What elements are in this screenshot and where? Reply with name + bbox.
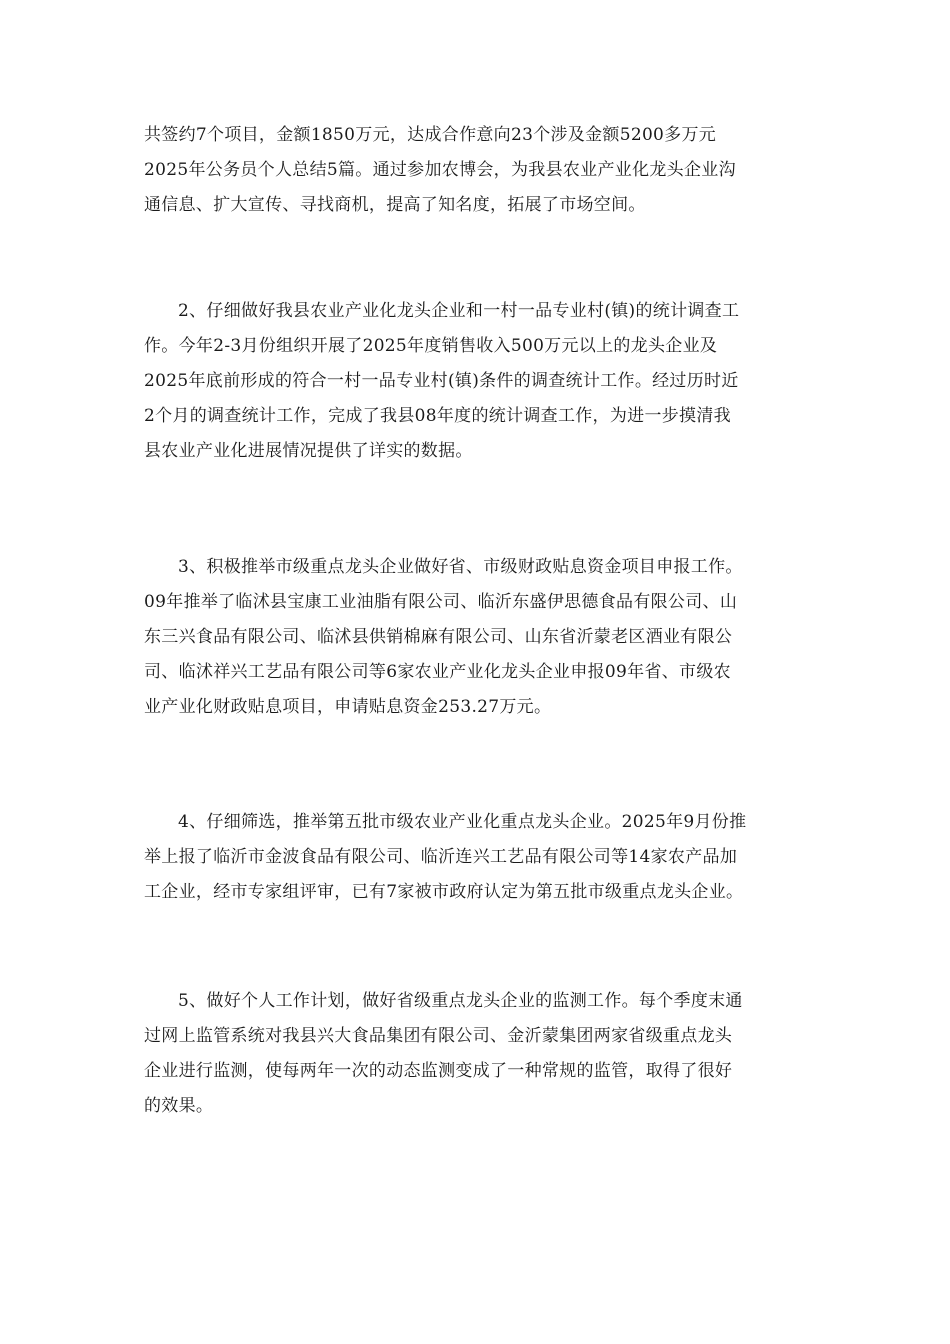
text-line: 作。今年2-3月份组织开展了2025年度销售收入500万元以上的龙头企业及 [144,336,718,356]
text-line: 东三兴食品有限公司、临沭县供销棉麻有限公司、山东省沂蒙老区酒业有限公 [144,627,733,647]
text-line: 09年推举了临沭县宝康工业油脂有限公司、临沂东盛伊思德食品有限公司、山 [144,592,738,612]
text-line: 3、积极推举市级重点龙头企业做好省、市级财政贴息资金项目申报工作。 [178,557,743,577]
text-line: 5、做好个人工作计划，做好省级重点龙头企业的监测工作。每个季度末通 [178,991,743,1011]
text-line: 通信息、扩大宣传、寻找商机，提高了知名度，拓展了市场空间。 [144,195,646,215]
paragraph-item-3 [144,550,808,725]
text-line: 2、仔细做好我县农业产业化龙头企业和一村一品专业村(镇)的统计调查工 [178,301,740,321]
text-line: 过网上监管系统对我县兴大食品集团有限公司、金沂蒙集团两家省级重点龙头 [144,1026,733,1046]
text-line: 4、仔细筛选，推举第五批市级农业产业化重点龙头企业。2025年9月份推 [178,812,747,832]
text-line: 县农业产业化进展情况提供了详实的数据。 [144,441,473,461]
paragraph-continuation [144,118,808,223]
text-line: 司、临沭祥兴工艺品有限公司等6家农业产业化龙头企业申报09年省、市级农 [144,662,731,682]
paragraph-item-4 [144,805,808,910]
text-line: 工企业，经市专家组评审，已有7家被市政府认定为第五批市级重点龙头企业。 [144,882,744,902]
text-line: 2025年底前形成的符合一村一品专业村(镇)条件的调查统计工作。经过历时近 [144,371,739,391]
paragraph-item-2 [144,294,808,469]
paragraph-item-5 [144,984,808,1124]
text-line: 企业进行监测，使每两年一次的动态监测变成了一种常规的监管，取得了很好 [144,1061,733,1081]
text-line: 举上报了临沂市金波食品有限公司、临沂连兴工艺品有限公司等14家农产品加 [144,847,738,867]
text-line: 业产业化财政贴息项目，申请贴息资金253.27万元。 [144,697,552,717]
text-line: 2个月的调查统计工作，完成了我县08年度的统计调查工作，为进一步摸清我 [144,406,731,426]
text-line: 2025年公务员个人总结5篇。通过参加农博会，为我县农业产业化龙头企业沟 [144,160,736,180]
text-line: 的效果。 [144,1096,214,1116]
text-line: 共签约7个项目，金额1850万元，达成合作意向23个涉及金额5200多万元 [144,125,717,145]
